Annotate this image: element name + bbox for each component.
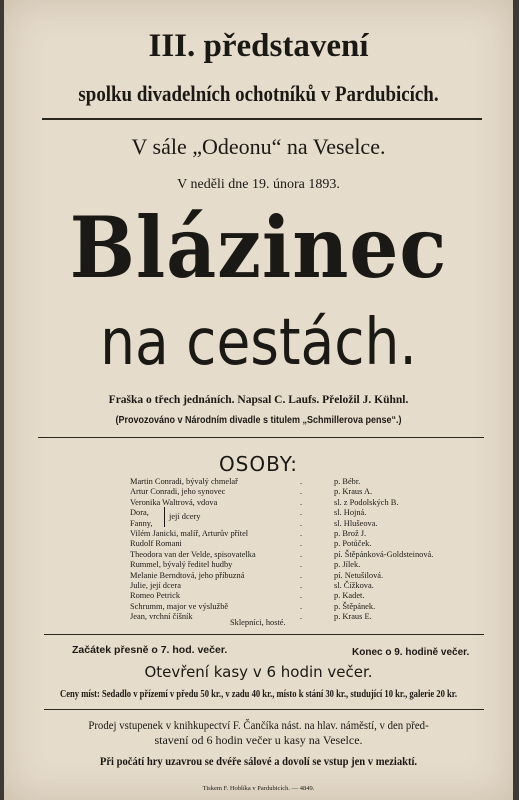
cast-actor: p. Kadet. xyxy=(334,591,365,601)
cast-brace-label: její dcery xyxy=(169,512,201,521)
cast-role: Romeo Petrick xyxy=(130,591,181,601)
cast-dots: . . . . . . . . . . . . . . xyxy=(300,477,303,622)
cast-role: Fanny, xyxy=(130,518,153,528)
venue: V sále „Odeonu“ na Veselce. xyxy=(131,134,386,159)
cast-actor: sl. Čížkova. xyxy=(334,580,374,590)
cast-role: Martin Conradi, bývalý chmelař xyxy=(130,477,238,486)
cast-actor: p. Brož J. xyxy=(334,528,367,538)
performance-date: V neděli dne 19. února 1893. xyxy=(177,177,340,192)
divider xyxy=(44,634,484,635)
cast-role: Rudolf Romani xyxy=(130,539,182,549)
printer-credit: Tiskem F. Hoblíka v Pardubicích. — 4849. xyxy=(202,785,315,792)
cast-role: Melanie Berndtová, jeho příbuzná xyxy=(130,570,245,580)
cast-role: Jean, vrchní číšník xyxy=(130,612,193,622)
doors-notice: Při počátí hry uzavrou se dvéře sálové a dovolí se vstup jen v meziaktí. xyxy=(99,754,418,768)
end-time: Konec o 9. hodině večer. xyxy=(352,647,470,658)
play-subtitle: Fraška o třech jednáních. Napsal C. Laufs. Přeložil J. Kühnl. xyxy=(108,394,409,406)
cast-brace xyxy=(164,507,200,527)
cast-role: Schrumm, major ve výslužbě xyxy=(130,601,229,611)
performance-note: (Provozováno v Národním divadle s titulem „Schmillerova pense“.) xyxy=(115,415,402,426)
cast-actor: p. Kraus A. xyxy=(334,487,373,497)
cast-role: Julie, její dcera xyxy=(130,580,181,590)
play-title: Blázinec xyxy=(69,198,448,297)
divider xyxy=(44,709,484,710)
cast-actor: p. Potůček. xyxy=(334,539,372,549)
cast-role: Vilém Janicki, malíř, Arturův přítel xyxy=(130,528,249,538)
cast-actors xyxy=(334,477,433,622)
start-time: Začátek přesně o 7. hod. večer. xyxy=(72,644,228,656)
divider xyxy=(38,437,484,438)
cast-role: Rummel, bývalý ředitel hudby xyxy=(130,560,233,570)
cast-actor: p. Štěpánek. xyxy=(334,601,376,611)
divider xyxy=(42,118,482,120)
cast-role: Artur Conradi, jeho synovec xyxy=(130,487,226,497)
cast-actor: p. Bébr. xyxy=(334,477,361,486)
cast-actor: sl. z Podolských B. xyxy=(334,497,399,507)
cast-actor: sl. Hojná. xyxy=(334,508,367,518)
society-name: spolku divadelních ochotníků v Pardubicích. xyxy=(78,81,439,106)
cast-roles xyxy=(130,477,256,622)
poster xyxy=(4,0,513,800)
box-office: Otevření kasy v 6 hodin večer. xyxy=(144,663,373,681)
ticket-sale-line1: Prodej vstupenek v knihkupectví F. Čančíka nást. na hlav. náměstí, v den před- xyxy=(88,718,429,732)
cast-extra: Sklepníci, hosté. xyxy=(230,618,286,627)
cast-actor: p. Jílek. xyxy=(334,560,361,570)
ticket-sale-line2: stavení od 6 hodin večer u kasy na Veselce. xyxy=(154,733,363,747)
cast-actor: sl. Hlušeova. xyxy=(334,518,378,528)
cast-role: Dora, xyxy=(130,508,149,518)
cast-role: Veronika Waltrová, vdova xyxy=(130,497,218,507)
cast-role: Theodora van der Velde, spisovatelka xyxy=(130,549,256,559)
play-title-line2: na cestách. xyxy=(100,306,417,380)
cast-actor: pí. Štěpánková-Goldsteinová. xyxy=(334,549,434,559)
ticket-prices: Ceny míst: Sedadlo v přízemí v předu 50 kr., v zadu 40 kr., místo k stání 30 kr., studující 10 kr., galerie 20 kr. xyxy=(60,688,457,700)
performance-number: III. představení xyxy=(148,28,369,64)
cast-actor: pí. Netušilová. xyxy=(334,570,384,580)
cast-actor: p. Kraus E. xyxy=(334,612,372,622)
cast-heading: OSOBY: xyxy=(218,452,299,476)
